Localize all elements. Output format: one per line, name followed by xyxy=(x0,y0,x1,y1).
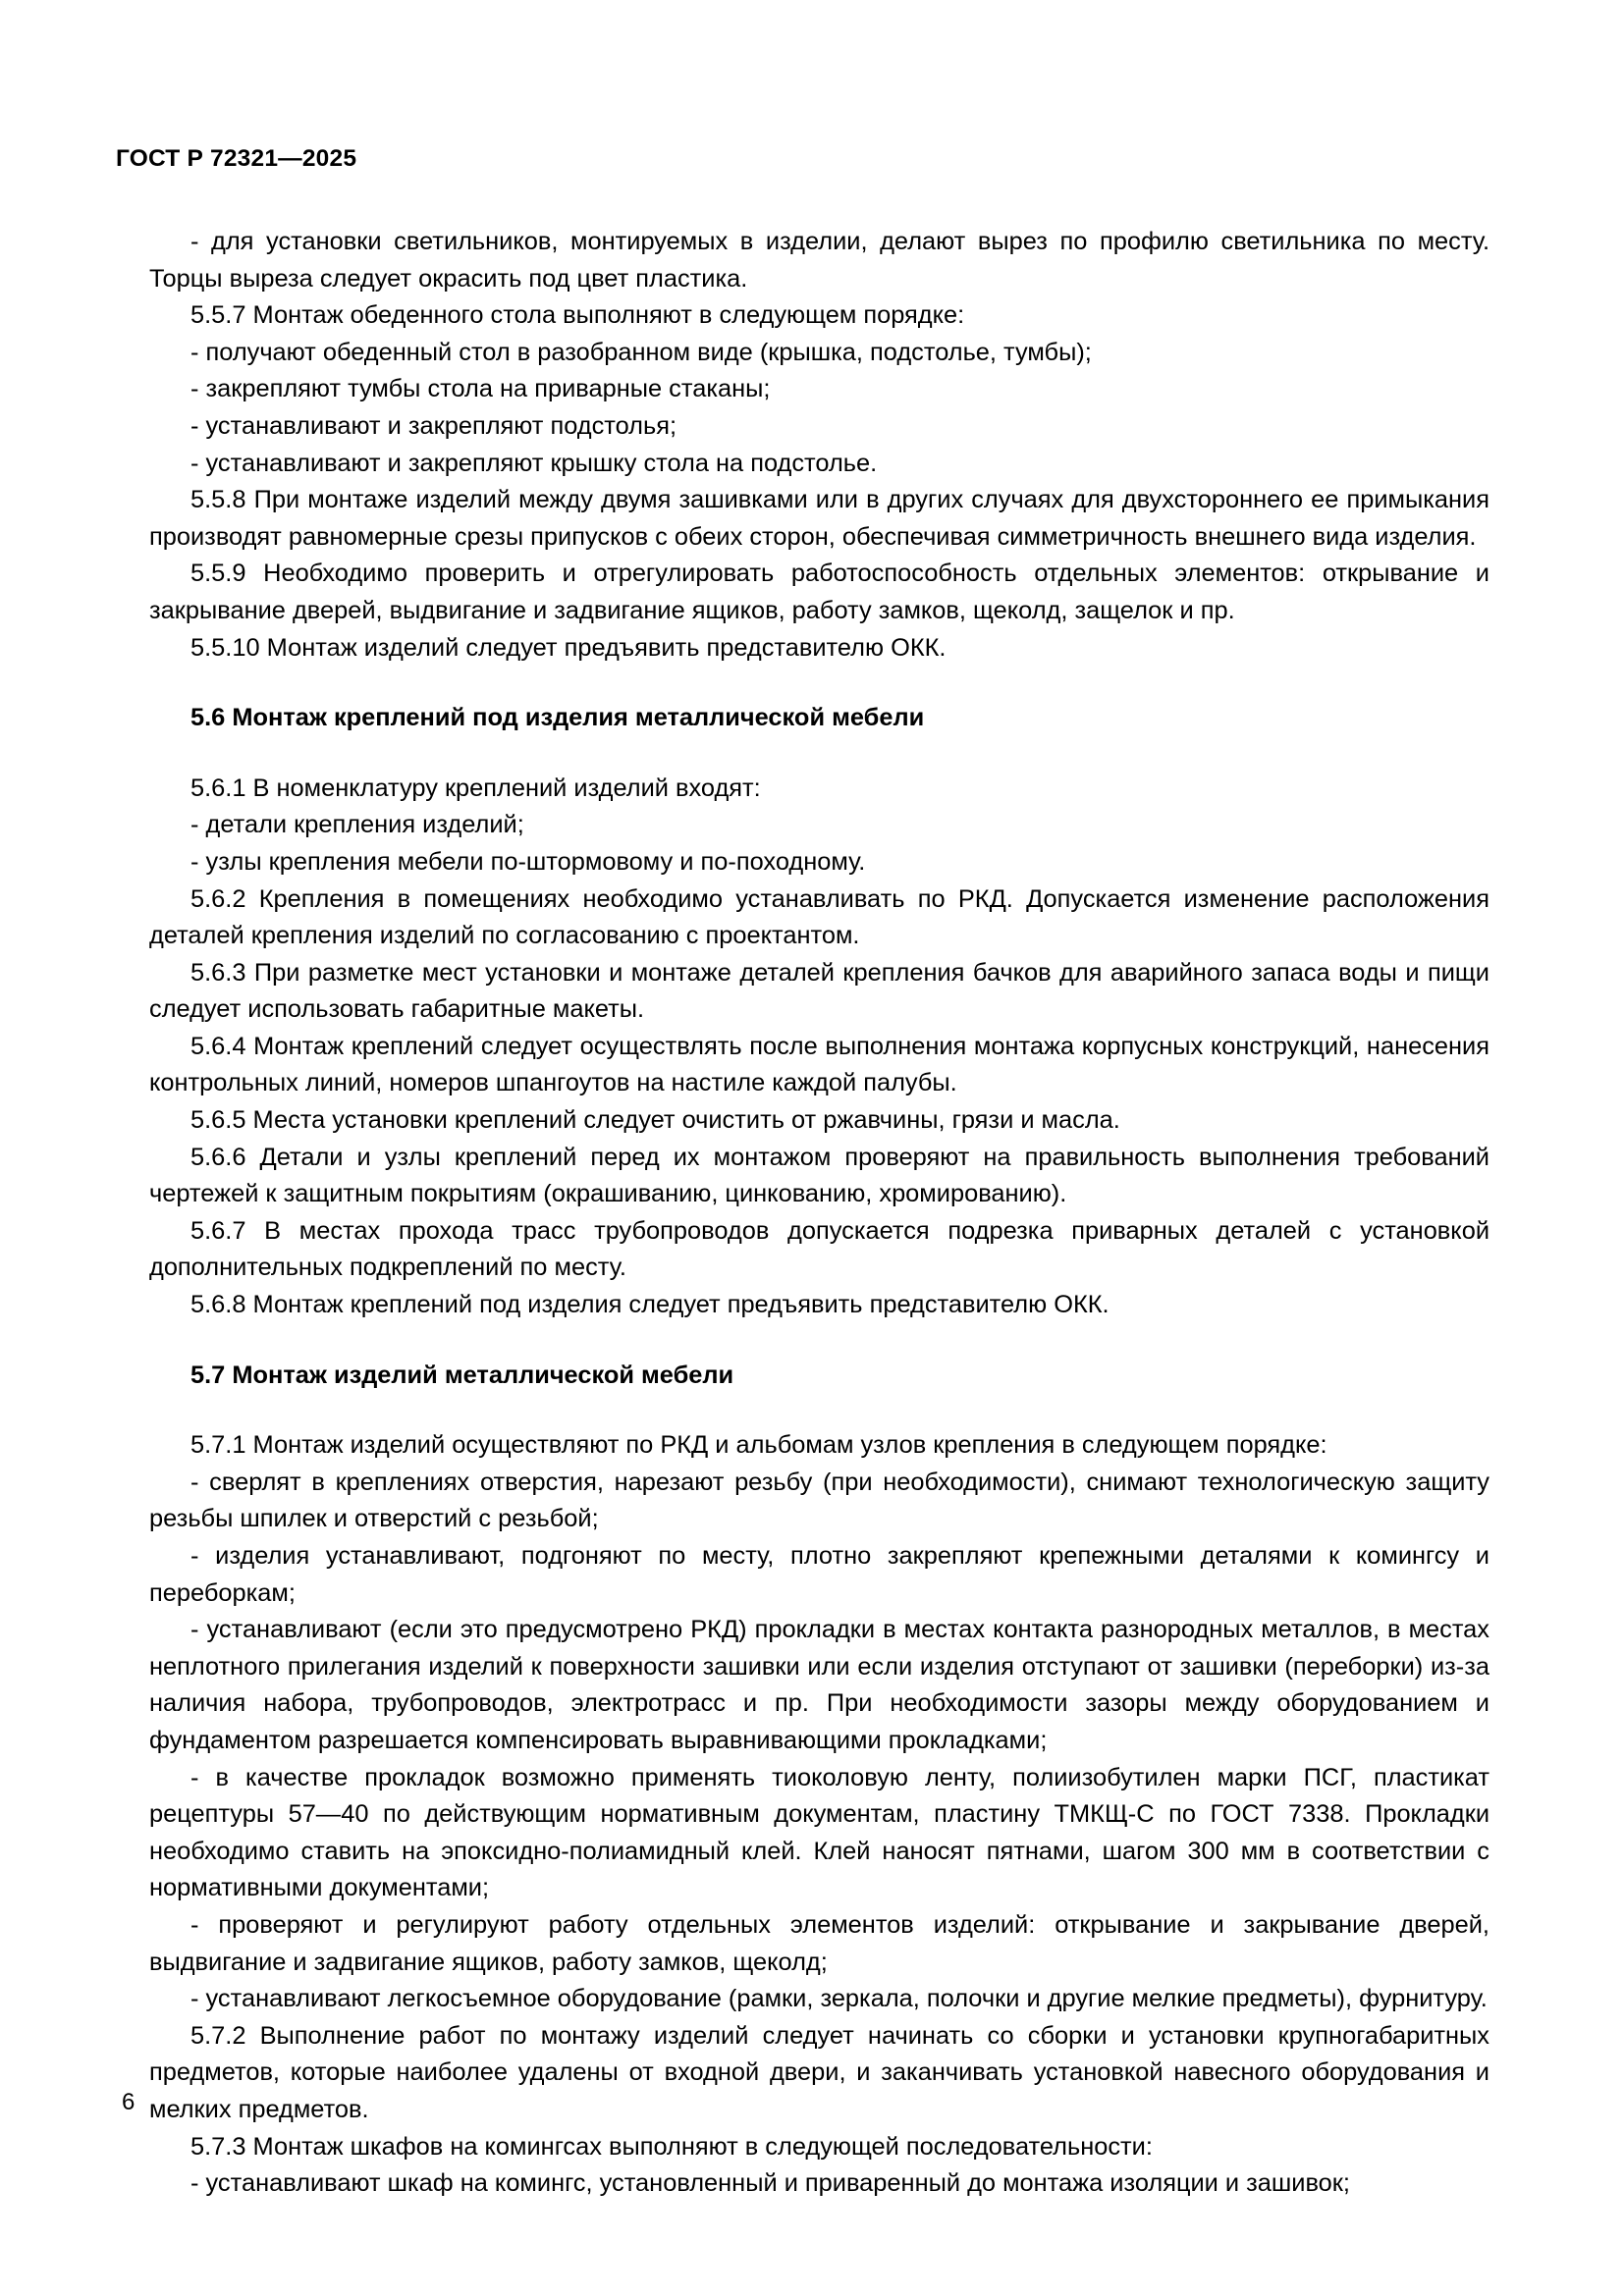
list-item-paragraph: - проверяют и регулируют работу отдельных элементов изделий: открывание и закрывание дверей, выдвигание и задвигание ящиков, работу замков, щеколд; xyxy=(149,1910,1489,1976)
clause-paragraph: 5.5.7 Монтаж обеденного стола выполняют в следующем порядке: xyxy=(190,301,965,330)
list-item-paragraph: - получают обеденный стол в разобранном виде (крышка, подстолье, тумбы); xyxy=(190,338,1092,366)
list-item-paragraph: - устанавливают и закрепляют подстолья; xyxy=(190,411,677,440)
list-item-paragraph: - для установки светильников, монтируемых в изделии, делают вырез по профилю светильника по месту. Торцы выреза следует окрасить под цвет пластика. xyxy=(149,228,1489,293)
clause-paragraph: 5.7.2 Выполнение работ по монтажу изделий следует начинать со сборки и установки крупногабаритных предметов, которые наиболее удалены от входной двери, и заканчивать установкой навесного оборудования и мелких предметов. xyxy=(149,2021,1489,2123)
list-item-paragraph: - устанавливают и закрепляют крышку стола на подстолье. xyxy=(190,449,878,477)
clause-paragraph: 5.6.5 Места установки креплений следует очистить от ржавчины, грязи и масла. xyxy=(190,1106,1120,1135)
page-body-text xyxy=(149,224,1489,2203)
clause-paragraph: 5.6.8 Монтаж креплений под изделия следует предъявить представителю ОКК. xyxy=(190,1291,1110,1319)
clause-paragraph: 5.5.10 Монтаж изделий следует предъявить представителю ОКК. xyxy=(190,633,947,662)
clause-paragraph: 5.7.3 Монтаж шкафов на комингсах выполняют в следующей последовательности: xyxy=(190,2132,1153,2161)
clause-paragraph: 5.6.7 В местах прохода трасс трубопроводов допускается подрезка приварных деталей с установкой дополнительных подкреплений по месту. xyxy=(149,1216,1489,1282)
clause-paragraph: 5.6.4 Монтаж креплений следует осуществлять после выполнения монтажа корпусных конструкций, нанесения контрольных линий, номеров шпангоутов на настиле каждой палубы. xyxy=(149,1032,1489,1097)
section-heading: 5.7 Монтаж изделий металлической мебели xyxy=(190,1361,734,1389)
clause-paragraph: 5.7.1 Монтаж изделий осуществляют по РКД и альбомам узлов крепления в следующем порядке: xyxy=(190,1431,1327,1460)
clause-paragraph: 5.5.8 При монтаже изделий между двумя зашивками или в других случаях для двухстороннего ее примыкания производят равномерные срезы припусков с обеих сторон, обеспечивая симметричность внешнего вида изделия. xyxy=(149,486,1489,551)
list-item-paragraph: - устанавливают (если это предусмотрено РКД) прокладки в местах контакта разнородных металлов, в местах неплотного прилегания изделий к поверхности зашивки или если изделия отступают от зашивки (переборки) из-за наличия набора, трубопроводов, электротрасс и пр. При необходимости зазоры между оборудованием и фундаментом разрешается компенсировать выравнивающими прокладками; xyxy=(149,1616,1489,1754)
page-number: 6 xyxy=(122,2089,135,2115)
list-item-paragraph: - сверлят в креплениях отверстия, нарезают резьбу (при необходимости), снимают технологическую защиту резьбы шпилек и отверстий с резьбой; xyxy=(149,1468,1489,1533)
list-item-paragraph: - в качестве прокладок возможно применять тиоколовую ленту, полиизобутилен марки ПСГ, пластикат рецептуры 57—40 по действующим нормативным документам, пластину ТМКЩ-С по ГОСТ 7338. Прокладки необходимо ставить на эпоксидно-полиамидный клей. Клей наносят пятнами, шагом 300 мм в соответствии с нормативными документами; xyxy=(149,1763,1489,1902)
running-header-standard-number: ГОСТ Р 72321—2025 xyxy=(116,145,357,172)
clause-paragraph: 5.6.3 При разметке мест установки и монтаже деталей крепления бачков для аварийного запаса воды и пищи следует использовать габаритные макеты. xyxy=(149,958,1489,1024)
list-item-paragraph: - узлы крепления мебели по-штормовому и по-походному. xyxy=(190,847,866,876)
list-item-paragraph: - устанавливают шкаф на комингс, установленный и приваренный до монтажа изоляции и зашивок; xyxy=(190,2169,1350,2198)
clause-paragraph: 5.5.9 Необходимо проверить и отрегулировать работоспособность отдельных элементов: открывание и закрывание дверей, выдвигание и задвигание ящиков, работу замков, щеколд, защелок и пр. xyxy=(149,560,1489,624)
list-item-paragraph: - закрепляют тумбы стола на приварные стаканы; xyxy=(190,375,771,403)
section-heading: 5.6 Монтаж креплений под изделия металлической мебели xyxy=(190,704,925,732)
clause-paragraph: 5.6.6 Детали и узлы креплений перед их монтажом проверяют на правильность выполнения требований чертежей к защитным покрытиям (окрашиванию, цинкованию, хромированию). xyxy=(149,1143,1489,1208)
list-item-paragraph: - изделия устанавливают, подгоняют по месту, плотно закрепляют крепежными деталями к комингсу и переборкам; xyxy=(149,1542,1489,1607)
clause-paragraph: 5.6.1 В номенклатуру креплений изделий входят: xyxy=(190,774,761,802)
list-item-paragraph: - устанавливают легкосъемное оборудование (рамки, зеркала, полочки и другие мелкие предметы), фурнитуру. xyxy=(190,1985,1488,2013)
list-item-paragraph: - детали крепления изделий; xyxy=(190,811,524,839)
clause-paragraph: 5.6.2 Крепления в помещениях необходимо устанавливать по РКД. Допускается изменение расположения деталей крепления изделий по согласованию с проектантом. xyxy=(149,884,1489,950)
